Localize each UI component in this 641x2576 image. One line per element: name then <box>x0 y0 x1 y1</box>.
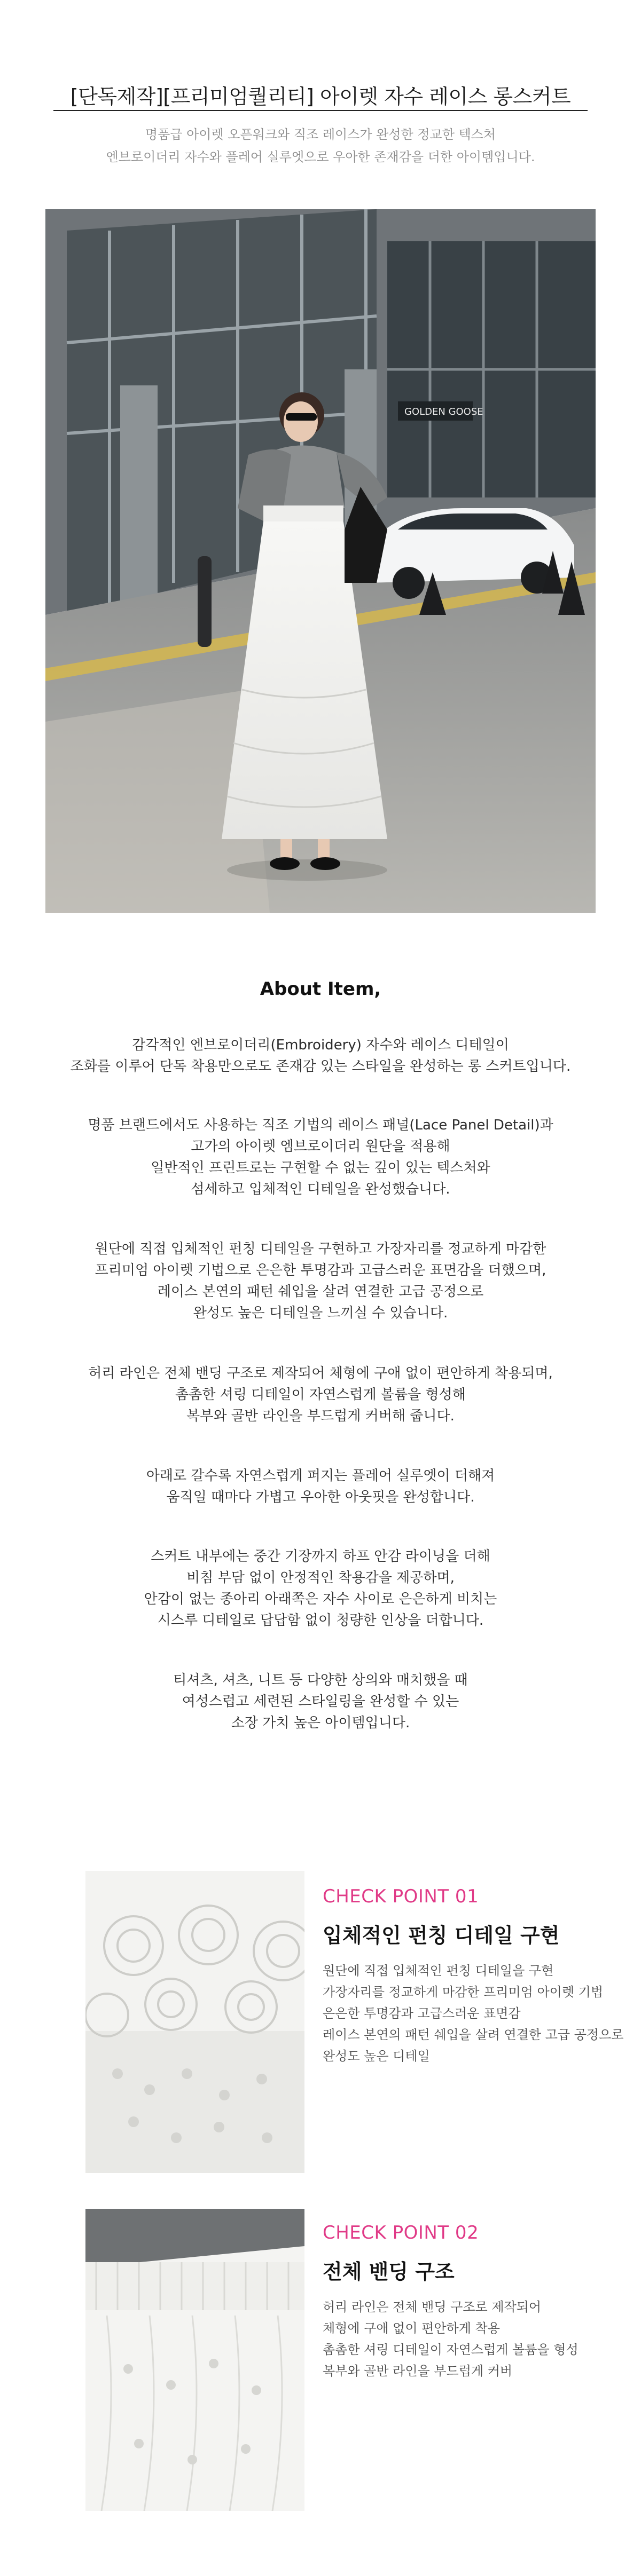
about-paragraph-5 <box>0 1465 641 1508</box>
paragraph-line: 소장 가치 높은 아이템입니다. <box>231 1715 410 1731</box>
store-sign-text: GOLDEN GOOSE <box>404 406 483 417</box>
about-paragraph-6 <box>0 1546 641 1631</box>
paragraph-line: 프리미엄 아이렛 기법으로 은은한 투명감과 고급스러운 표면감을 더했으며, <box>95 1262 546 1278</box>
paragraph-line: 여성스럽고 세련된 스타일링을 완성할 수 있는 <box>182 1694 459 1710</box>
paragraph-line: 조화를 이루어 단독 착용만으로도 존재감 있는 스타일을 완성하는 롱 스커트입니다. <box>70 1058 571 1074</box>
paragraph-line: 원단에 직접 입체적인 펀칭 디테일을 구현하고 가장자리를 정교하게 마감한 <box>95 1241 546 1257</box>
paragraph-line: 움직일 때마다 가볍고 우아한 아웃핏을 완성합니다. <box>166 1489 475 1505</box>
paragraph-line: 고가의 아이렛 엠브로이더리 원단을 적용해 <box>191 1139 450 1155</box>
paragraph-line: 일반적인 프린트로는 구현할 수 없는 깊이 있는 텍스처와 <box>151 1160 490 1176</box>
check-point-2-image <box>85 2209 304 2511</box>
about-paragraph-1 <box>0 1034 641 1077</box>
paragraph-line: 비침 부담 없이 안정적인 착용감을 제공하며, <box>186 1570 455 1586</box>
check-point-1-tag: CHECK POINT 01 <box>323 1886 479 1907</box>
description-line: 복부와 골반 라인을 부드럽게 커버 <box>323 2364 513 2379</box>
paragraph-line: 섬세하고 입체적인 디테일을 완성했습니다. <box>191 1181 450 1197</box>
about-paragraph-4 <box>0 1363 641 1427</box>
check-point-1-image <box>85 1871 304 2173</box>
about-title: About Item, <box>260 978 381 1000</box>
about-paragraph-2 <box>0 1115 641 1200</box>
hero-photo <box>45 209 596 913</box>
description-line: 체형에 구애 없이 편안하게 착용 <box>323 2321 500 2336</box>
paragraph-line: 안감이 없는 종아리 아래쪽은 자수 사이로 은은하게 비치는 <box>144 1591 497 1607</box>
check-point-2-heading: 전체 밴딩 구조 <box>323 2260 455 2283</box>
subtitle-line-2: 엔브로이더리 자수와 플레어 실루엣으로 우아한 존재감을 더한 아이템입니다. <box>106 149 535 164</box>
paragraph-line: 티셔츠, 셔츠, 니트 등 다양한 상의와 매치했을 때 <box>173 1672 468 1688</box>
paragraph-line: 감각적인 엔브로이더리(Embroidery) 자수와 레이스 디테일이 <box>132 1037 509 1053</box>
paragraph-line: 스커트 내부에는 중간 기장까지 하프 안감 라이닝을 더해 <box>151 1548 490 1564</box>
paragraph-line: 아래로 갈수록 자연스럽게 퍼지는 플레어 실루엣이 더해져 <box>146 1468 495 1484</box>
check-point-1-heading: 입체적인 펀칭 디테일 구현 <box>323 1924 560 1947</box>
paragraph-line: 레이스 본연의 패턴 쉐입을 살려 연결한 고급 공정으로 <box>157 1284 484 1300</box>
description-line: 촘촘한 셔링 디테일이 자연스럽게 볼륨을 형성 <box>323 2342 579 2357</box>
paragraph-line: 허리 라인은 전체 밴딩 구조로 제작되어 체형에 구애 없이 편안하게 착용되며, <box>88 1365 553 1381</box>
street-scene-illustration <box>45 209 596 913</box>
paragraph-line: 명품 브랜드에서도 사용하는 직조 기법의 레이스 패널(Lace Panel Detail)과 <box>88 1117 553 1133</box>
description-line: 가장자리를 정교하게 마감한 프리미엄 아이렛 기법 <box>323 1985 604 2000</box>
paragraph-line: 촘촘한 셔링 디테일이 자연스럽게 볼륨을 형성해 <box>175 1387 466 1403</box>
about-paragraph-3 <box>0 1238 641 1324</box>
about-paragraph-7 <box>0 1670 641 1734</box>
check-point-1-description <box>323 1960 623 2067</box>
description-line: 원단에 직접 입체적인 펀칭 디테일을 구현 <box>323 1963 554 1978</box>
paragraph-line: 완성도 높은 디테일을 느끼실 수 있습니다. <box>193 1305 448 1321</box>
description-line: 레이스 본연의 패턴 쉐입을 살려 연결한 고급 공정으로 <box>323 2027 624 2042</box>
check-point-2-tag: CHECK POINT 02 <box>323 2222 479 2243</box>
check-point-2-description <box>323 2296 579 2382</box>
lace-detail-illustration <box>85 1871 304 2173</box>
title-underline <box>53 110 588 111</box>
description-line: 완성도 높은 디테일 <box>323 2049 430 2064</box>
description-line: 허리 라인은 전체 밴딩 구조로 제작되어 <box>323 2300 542 2314</box>
subtitle-line-1: 명품급 아이렛 오픈워크와 직조 레이스가 완성한 정교한 텍스처 <box>145 127 496 142</box>
product-title: [단독제작][프리미엄퀄리티] 아이렛 자수 레이스 롱스커트 <box>70 85 571 108</box>
description-line: 은은한 투명감과 고급스러운 표면감 <box>323 2006 521 2021</box>
paragraph-line: 시스루 디테일로 답답함 없이 청량한 인상을 더합니다. <box>157 1613 484 1629</box>
paragraph-line: 복부와 골반 라인을 부드럽게 커버해 줍니다. <box>186 1408 455 1424</box>
waistband-detail-illustration <box>85 2209 304 2511</box>
